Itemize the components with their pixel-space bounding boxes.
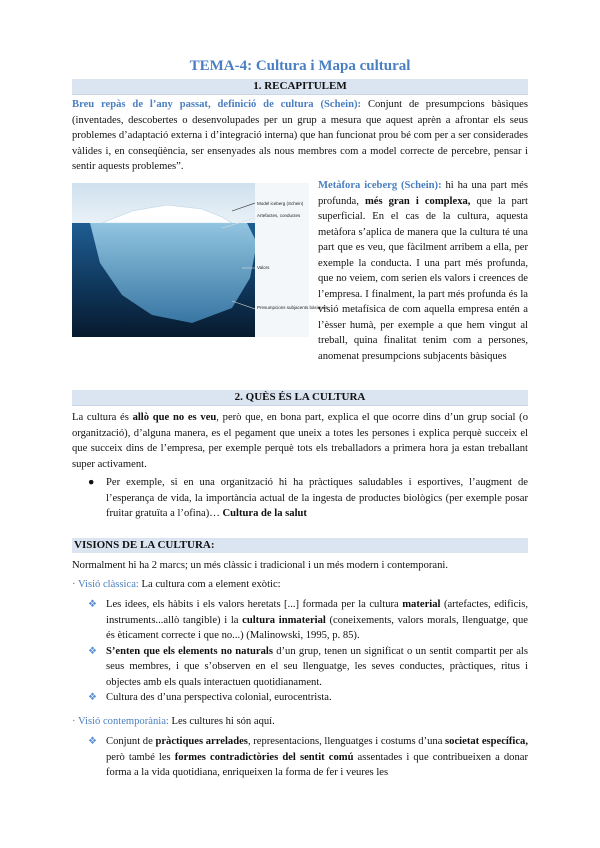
diamond-bullet-icon: ❖ xyxy=(88,645,97,657)
list-item-emphasis: Cultura de la salut xyxy=(222,508,307,519)
figure-label-artifacts: Artefactes, conductes xyxy=(257,213,301,218)
contemporary-vision-heading xyxy=(72,714,528,730)
metaphor-text-cont: que la part superficial. En el cas de la cultura, aquesta metàfora s’aplica de manera que la cultura té una part que es veu, que fàcilment arribem a ella, per exemple la conducta. I una part més profunda, que no veiem, com serien els valors i creences de l’empresa. I finalment, la part més profunda és la visió metafísica de com aquella empresa entén a l’èsser humà, per exemple a que hem vingut al treball, quina finalitat tenim com a persones, anomenat presumpcions subjacents bàsiques xyxy=(318,195,528,362)
classic-vision-list xyxy=(72,597,528,706)
section-heading-recapitulem: 1. RECAPITULEM xyxy=(72,79,528,95)
figure-label-model: Model iceberg (Schein) xyxy=(257,201,304,206)
list-item-emphasis: material xyxy=(402,599,441,610)
list-item xyxy=(72,644,528,691)
list-item xyxy=(72,690,528,706)
schein-definition-paragraph xyxy=(72,97,528,175)
list-item-emphasis: S’enten que els elements no naturals xyxy=(106,645,273,657)
list-item-emphasis: pràctiques arrelades xyxy=(155,736,248,747)
classic-text: La cultura com a element exòtic: xyxy=(138,579,281,590)
contemporary-label: · Visió contemporània: xyxy=(72,716,169,727)
iceberg-model-figure xyxy=(72,183,328,337)
classic-vision-heading xyxy=(72,577,528,593)
visions-heading-text: VISIONS DE LA CULTURA: xyxy=(74,539,215,551)
metaphor-emphasis: més gran i complexa, xyxy=(364,195,471,207)
list-item-text: d’un grup, tenen un significat o un sentit compartit per als seus membres, i que s’observen en el seu llenguatge, les seves conductes, pràctiques, ritus i objectes amb els quals interactuen quotidianament. xyxy=(106,645,528,688)
page-title: TEMA-4: Cultura i Mapa cultural xyxy=(189,58,411,74)
bullet-icon: ● xyxy=(88,477,95,488)
diamond-bullet-icon: ❖ xyxy=(88,692,97,703)
diamond-bullet-icon: ❖ xyxy=(88,599,97,610)
list-item-text: Cultura des d’una perspectiva colonial, eurocentrista. xyxy=(106,692,332,703)
definition-label: Breu repàs de l’any passat, definició de cultura (Schein): xyxy=(72,99,362,110)
culture-text-cont: , però que, en bona part, explica el que ocorre dins d’un grup social (o organització), d’alguna manera, es el pegament que uneix a totes les persones i explica perquè succeix el que succeix dins de l’empresa, per exemple perquè tots els treballadors a primera hora ja estan treballant super activament. xyxy=(72,412,529,470)
classic-label: · Visió clàssica: xyxy=(72,579,139,590)
list-item-text: , representacions, llenguatges i costums d’una xyxy=(247,736,446,747)
list-item xyxy=(72,597,528,644)
list-item-text: Les idees, els hàbits i els valors heretats [...] formada per la cultura xyxy=(106,599,403,610)
list-item-text: Conjunt de xyxy=(106,736,156,747)
metaphor-label: Metàfora iceberg (Schein): xyxy=(318,180,442,191)
iceberg-metaphor-paragraph xyxy=(318,178,528,364)
visions-intro: Normalment hi ha 2 marcs; un més clàssic i tradicional i un més modern i contemporani. xyxy=(72,560,448,571)
section-heading-que-es-cultura: 2. QUÈS ÉS LA CULTURA xyxy=(72,390,528,406)
culture-emphasis: allò que no es veu xyxy=(132,412,217,423)
culture-definition-paragraph xyxy=(72,410,528,472)
list-item-emphasis: societat específica, xyxy=(445,736,528,747)
metaphor-text: hi ha una part més profunda, xyxy=(318,180,528,207)
diamond-bullet-icon: ❖ xyxy=(88,736,97,747)
list-item-emphasis: cultura inmaterial xyxy=(242,614,326,626)
figure-label-values: Valors xyxy=(257,265,270,270)
list-item xyxy=(72,475,528,522)
list-item-text: assentades i que contribueixen a donar forma a la vida quotidiana, enriqueixen la forma de fer i veures les xyxy=(106,751,528,778)
figure-label-assumptions: Presumpcions subjacents bàsiques xyxy=(257,305,328,310)
section-heading-visions xyxy=(72,538,528,553)
list-item-text: Per exemple, si en una organització hi ha pràctiques saludables i esportives, l’augment de l’esperança de vida, la importància actual de la ingesta de productes biològics (per exemple posar fruitar gratuïta a l’ofina)… xyxy=(106,477,528,519)
list-item-text: (coneixements, valors morals, llenguatge, que és èticament correcte i que no...) (Malinowski, 1995, p. 85). xyxy=(106,614,528,641)
health-culture-list xyxy=(72,475,528,522)
contemporary-text: Les cultures hi són aquí. xyxy=(168,716,275,727)
definition-text: Conjunt de presumpcions bàsiques (inventades, descobertes o desenvolupades per un grup a mesura que aquest aprèn a afrontar els seus problemes d’adaptació externa i d’integració interna) que han funcionat prou bé com per a ser considerades vàlides i, en conseqüència, ser ensenyades als nous membres com a model correcte de percebre, pensar i sentir aquests problemes”. xyxy=(72,99,529,172)
list-item xyxy=(72,734,528,781)
list-item-text: (artefactes, edificis, instruments...allò tangible) i la xyxy=(106,599,528,626)
culture-text: La cultura és xyxy=(72,412,133,423)
list-item-emphasis: formes contradictòries del sentit comú xyxy=(174,751,354,763)
list-item-text: però també les xyxy=(106,751,175,763)
label-panel xyxy=(255,183,309,337)
contemporary-vision-list xyxy=(72,734,528,781)
